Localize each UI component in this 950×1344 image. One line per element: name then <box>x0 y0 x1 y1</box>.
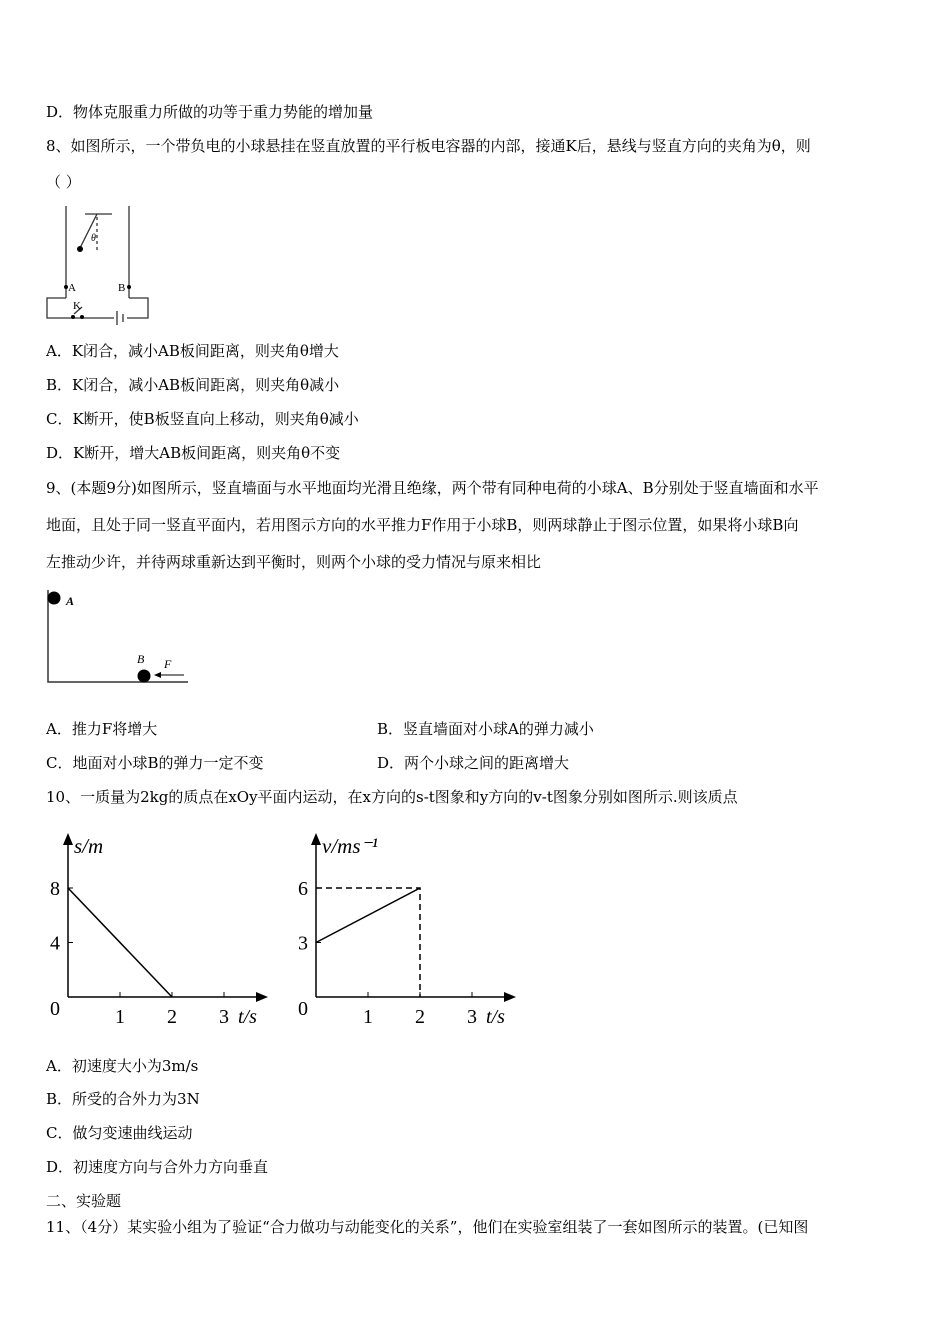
x-axis-arrow <box>256 992 268 1002</box>
ball-a-label: A <box>66 594 75 608</box>
q9-option-a: A．推力F将增大 <box>46 720 158 738</box>
switch-k-label: K <box>73 300 81 312</box>
y-axis-arrow <box>311 833 321 845</box>
q11-stem: 11、（4分）某实验小组为了验证“合力做功与动能变化的关系”，他们在实验室组装了一套如图所示的装置。(已知图 <box>46 1218 809 1236</box>
y-tick-label: 4 <box>50 932 60 955</box>
q9-stem-line1: 9、(本题9分)如图所示，竖直墙面与水平地面均光滑且绝缘，两个带有同种电荷的小球A、B分别处于竖直墙面和水平 <box>46 479 819 497</box>
y-tick-label: 8 <box>50 878 60 900</box>
force-f-label: F <box>164 657 172 671</box>
q9-option-d: D．两个小球之间的距离增大 <box>377 754 570 772</box>
q10-option-a: A．初速度大小为3m/s <box>46 1057 199 1075</box>
q9-stem-line3: 左推动少许，并待两球重新达到平衡时，则两个小球的受力情况与原来相比 <box>46 553 542 571</box>
y-tick-label: 6 <box>298 878 308 900</box>
origin-label: 0 <box>50 998 60 1020</box>
x-tick-label: 1 <box>363 1006 373 1028</box>
q10-stem: 10、一质量为2kg的质点在xOy平面内运动，在x方向的s-t图象和y方向的v-t图象分别如图所示.则该质点 <box>46 788 738 806</box>
s-t-graph <box>44 825 284 1035</box>
origin-label: 0 <box>298 998 308 1020</box>
y-tick-label: 3 <box>298 932 308 955</box>
plate-a-label: A <box>68 282 76 294</box>
x-tick-label: 2 <box>167 1006 177 1028</box>
data-line <box>68 888 172 997</box>
q9-option-c: C．地面对小球B的弹力一定不变 <box>46 754 264 772</box>
y-axis-arrow <box>63 833 73 845</box>
plate-b-label: B <box>118 282 126 294</box>
theta-label: θ <box>91 233 96 244</box>
y-axis-label: s/m <box>74 834 104 858</box>
q7-option-d: D．物体克服重力所做的功等于重力势能的增加量 <box>46 103 374 121</box>
q9-stem-line2: 地面，且处于同一竖直平面内，若用图示方向的水平推力F作用于小球B，则两球静止于图示位置，如果将小球B向 <box>46 516 799 534</box>
x-tick-label: 1 <box>115 1006 125 1028</box>
capacitor-figure <box>44 203 154 328</box>
ball-b-label: B <box>137 652 145 666</box>
x-axis-label: t/s <box>238 1006 257 1028</box>
x-tick-label: 3 <box>219 1006 229 1028</box>
x-axis-arrow <box>504 992 516 1002</box>
q8-answer-paren: （ ） <box>46 173 81 191</box>
q10-option-c: C．做匀变速曲线运动 <box>46 1124 193 1142</box>
section-title: 二、实验题 <box>46 1192 122 1210</box>
v-t-graph <box>292 825 532 1035</box>
x-axis-label: t/s <box>486 1006 505 1028</box>
q8-option-c: C．K断开，使B板竖直向上移动，则夹角θ减小 <box>46 410 359 428</box>
q10-option-b: B．所受的合外力为3N <box>46 1090 200 1108</box>
q8-option-a: A．K闭合，减小AB板间距离，则夹角θ增大 <box>46 342 339 360</box>
wall-floor-figure <box>44 585 194 690</box>
q8-stem: 8、如图所示，一个带负电的小球悬挂在竖直放置的平行板电容器的内部，接通K后，悬线与竖直方向的夹角为θ，则 <box>46 137 811 155</box>
data-line <box>316 888 420 943</box>
x-tick-label: 2 <box>415 1006 425 1028</box>
q9-option-b: B．竖直墙面对小球A的弹力减小 <box>377 720 594 738</box>
y-axis-label: v/ms⁻¹ <box>322 834 378 858</box>
dashed-guide <box>316 888 420 997</box>
x-tick-label: 3 <box>467 1006 477 1028</box>
q8-option-b: B．K闭合，减小AB板间距离，则夹角θ减小 <box>46 376 340 394</box>
q10-option-d: D．初速度方向与合外力方向垂直 <box>46 1158 269 1176</box>
q8-option-d: D．K断开，增大AB板间距离，则夹角θ不变 <box>46 444 341 462</box>
